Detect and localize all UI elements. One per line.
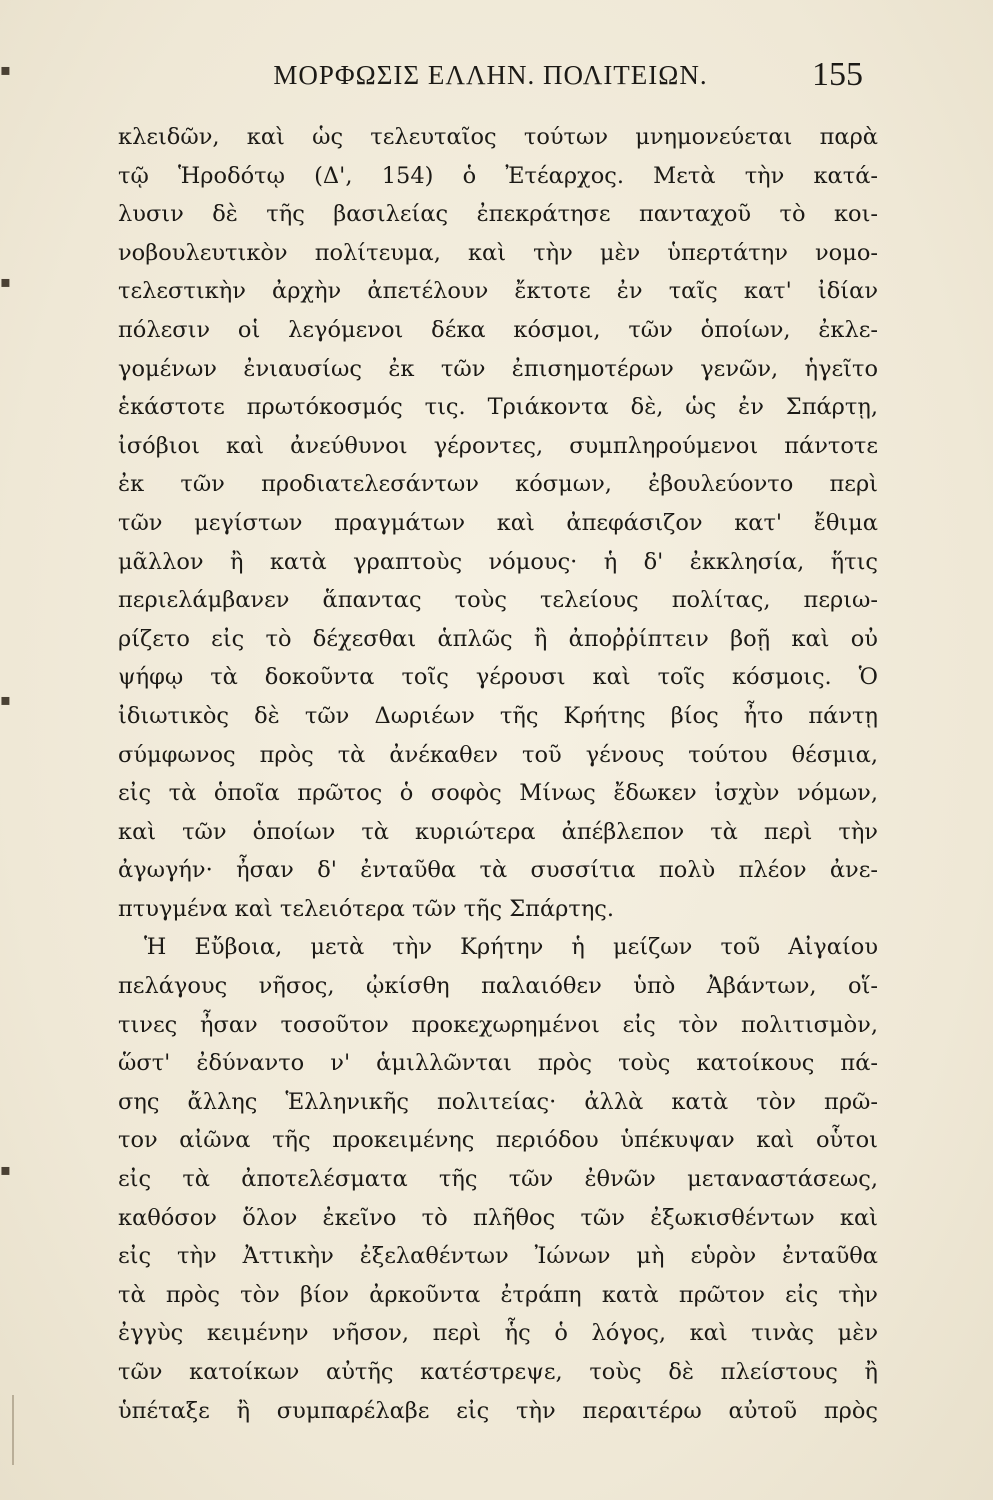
text-line: καὶ τῶν ὁποίων τὰ κυριώτερα ἀπέβλεπον τὰ περὶ τὴν <box>118 818 878 845</box>
page-edge-speck: ▪ <box>0 60 11 79</box>
text-line: μᾶλλον ἢ κατὰ γραπτοὺς νόμους· ἡ δ' ἐκκλησία, ἥτις <box>118 548 878 575</box>
text-line: τῷ Ἡροδότῳ (Δ', 154) ὁ Ἐτέαρχος. Μετὰ τὴν κατά- <box>118 162 878 189</box>
text-line: ἰδιωτικὸς δὲ τῶν Δωριέων τῆς Κρήτης βίος ἦτο πάντῃ <box>118 702 878 729</box>
text-line: τὰ πρὸς τὸν βίον ἀρκοῦντα ἐτράπη κατὰ πρῶτον εἰς τὴν <box>118 1281 878 1308</box>
text-line: κλειδῶν, καὶ ὡς τελευταῖος τούτων μνημονεύεται παρὰ <box>118 124 878 150</box>
text-line: καθόσον ὅλον ἐκεῖνο τὸ πλῆθος τῶν ἐξωκισθέντων καὶ <box>118 1204 878 1231</box>
text-line: λυσιν δὲ τῆς βασιλείας ἐπεκράτησε πανταχοῦ τὸ κοι- <box>118 201 878 228</box>
text-line: ὥστ' ἐδύναντο ν' ἁμιλλῶνται πρὸς τοὺς κατοίκους πά- <box>118 1050 878 1077</box>
running-title: ΜΟΡΦΩΣΙΣ ΕΛΛΗΝ. ΠΟΛΙΤΕΙΩΝ. <box>273 60 708 90</box>
text-line: πελάγους νῆσος, ᾠκίσθη παλαιόθεν ὑπὸ Ἀβάντων, οἵ- <box>118 973 878 1000</box>
page-edge-speck: ▪ <box>0 1160 11 1179</box>
page-edge-speck: ▪ <box>0 690 11 709</box>
text-line: τον αἰῶνα τῆς προκειμένης περιόδου ὑπέκυψαν καὶ οὗτοι <box>118 1127 878 1154</box>
text-line: σύμφωνος πρὸς τὰ ἀνέκαθεν τοῦ γένους τούτου θέσμια, <box>118 741 878 768</box>
text-line: τινες ἦσαν τοσοῦτον προκεχωρημένοι εἰς τὸν πολιτισμὸν, <box>118 1011 878 1038</box>
text-line: γομένων ἐνιαυσίως ἐκ τῶν ἐπισημοτέρων γενῶν, ἡγεῖτο <box>118 355 878 382</box>
text-line: ψήφῳ τὰ δοκοῦντα τοῖς γέρουσι καὶ τοῖς κόσμοις. Ὁ <box>118 664 878 691</box>
text-line: ἐγγὺς κειμένην νῆσον, περὶ ἧς ὁ λόγος, καὶ τινὰς μὲν <box>118 1320 878 1347</box>
text-line: ἀγωγήν· ἦσαν δ' ἐνταῦθα τὰ συσσίτια πολὺ πλέον ἀνε- <box>118 857 878 884</box>
paragraph-start-line: Ἡ Εὔβοια, μετὰ τὴν Κρήτην ἡ μείζων τοῦ Αἰγαίου <box>144 934 878 961</box>
text-line: περιελάμβανεν ἅπαντας τοὺς τελείους πολίτας, περιω- <box>118 587 878 614</box>
text-line: ἐκ τῶν προδιατελεσάντων κόσμων, ἐβουλεύοντο περὶ <box>118 471 878 498</box>
text-line: νοβουλευτικὸν πολίτευμα, καὶ τὴν μὲν ὑπερτάτην νομο- <box>118 239 878 266</box>
text-line: ἑκάστοτε πρωτόκοσμός τις. Τριάκοντα δὲ, ὡς ἐν Σπάρτῃ, <box>118 394 878 421</box>
page-edge-speck: ▪ <box>0 272 11 291</box>
text-line: ὑπέταξε ἢ συμπαρέλαβε εἰς τὴν περαιτέρω αὐτοῦ πρὸς <box>118 1397 878 1424</box>
text-line: τελεστικὴν ἀρχὴν ἀπετέλουν ἔκτοτε ἐν ταῖς κατ' ἰδίαν <box>118 278 878 305</box>
body-text <box>118 118 878 1430</box>
page-header <box>118 56 863 104</box>
text-line: εἰς τὴν Ἀττικὴν ἐξελαθέντων Ἰώνων μὴ εὑρὸν ἐνταῦθα <box>118 1243 878 1270</box>
text-line: ἰσόβιοι καὶ ἀνεύθυνοι γέροντες, συμπληρούμενοι πάντοτε <box>118 432 878 459</box>
page-edge-shadow <box>12 1395 14 1465</box>
text-line: πόλεσιν οἱ λεγόμενοι δέκα κόσμοι, τῶν ὁποίων, ἐκλε- <box>118 316 878 343</box>
text-line: εἰς τὰ ἀποτελέσματα τῆς τῶν ἐθνῶν μεταναστάσεως, <box>118 1166 878 1193</box>
text-line: πτυγμένα καὶ τελειότερα τῶν τῆς Σπάρτης. <box>118 895 615 922</box>
text-line: σης ἄλλης Ἑλληνικῆς πολιτείας· ἀλλὰ κατὰ τὸν πρῶ- <box>118 1088 878 1115</box>
text-line: ρίζετο εἰς τὸ δέχεσθαι ἁπλῶς ἢ ἀποῤῥίπτειν βοῇ καὶ οὐ <box>118 625 878 652</box>
text-line: τῶν μεγίστων πραγμάτων καὶ ἀπεφάσιζον κατ' ἔθιμα <box>118 509 878 536</box>
text-line: τῶν κατοίκων αὐτῆς κατέστρεψε, τοὺς δὲ πλείστους ἢ <box>118 1359 878 1385</box>
text-line: εἰς τὰ ὁποῖα πρῶτος ὁ σοφὸς Μίνως ἔδωκεν ἰσχὺν νόμων, <box>118 780 878 807</box>
page-number: 155 <box>812 56 863 93</box>
